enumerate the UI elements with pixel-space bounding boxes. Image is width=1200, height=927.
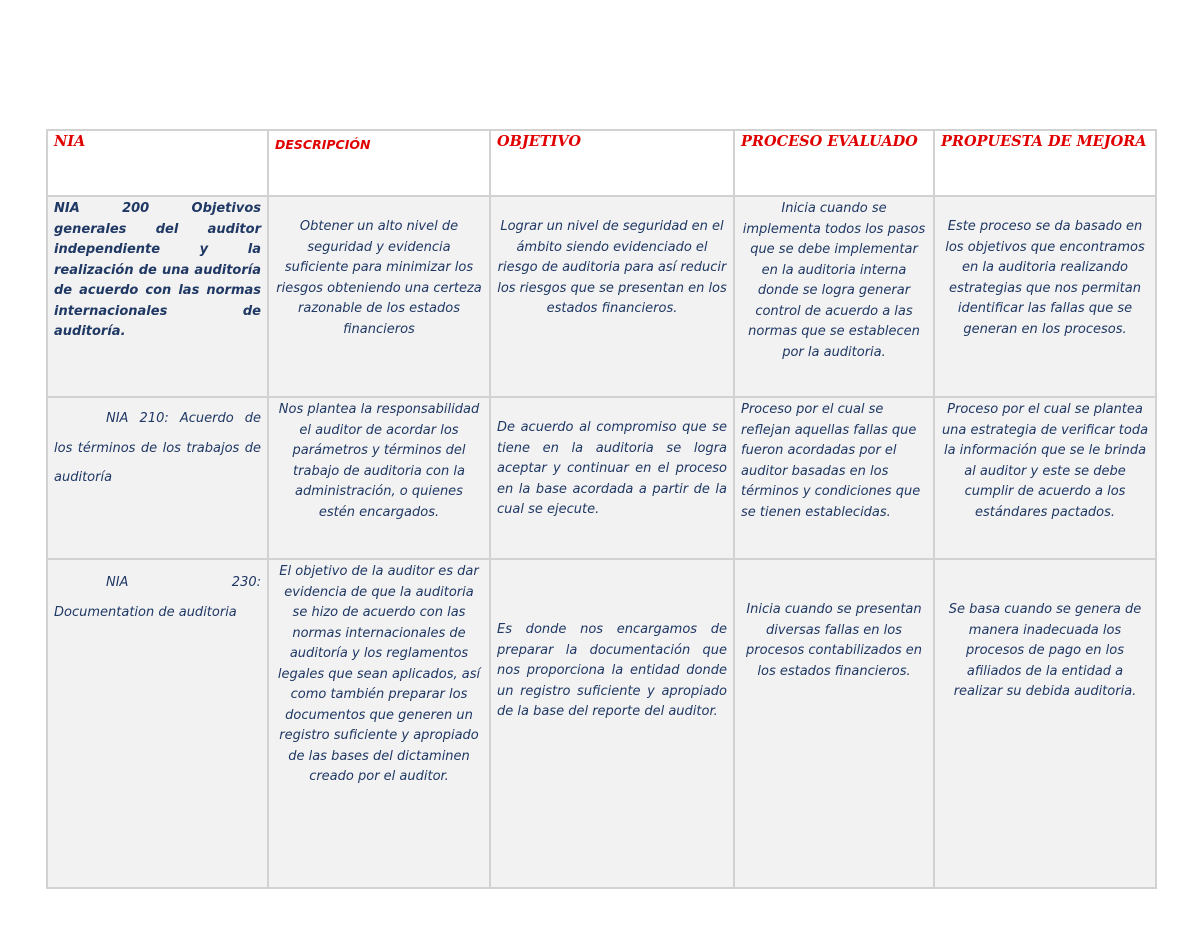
cell-propuesta-de-mejora: Este proceso se da basado en los objetivos que encontramos en la auditoria realizando estrategias que nos permitan identificar las fallas que se generan en los procesos. — [934, 196, 1156, 397]
cell-nia-wrapper — [47, 559, 268, 888]
cell-descripcion: Obtener un alto nivel de seguridad y evidencia suficiente para minimizar los riesgos obteniendo una certeza razonable de los estados financieros — [268, 196, 490, 397]
header-proceso-evaluado: PROCESO EVALUADO — [734, 130, 934, 196]
header-objetivo: OBJETIVO — [490, 130, 734, 196]
header-descripcion: DESCRIPCIÓN — [268, 130, 490, 196]
cell-propuesta-de-mejora: Proceso por el cual se plantea una estrategia de verificar toda la información que se le brinda al auditor y este se debe cumplir de acuerdo a los estándares pactados. — [934, 397, 1156, 559]
cell-propuesta-de-mejora: Se basa cuando se genera de manera inadecuada los procesos de pago en los afiliados de la entidad a realizar su debida auditoria. — [934, 559, 1156, 888]
table-row — [47, 559, 1156, 888]
cell-nia: NIA 200 Objetivos generales del auditor independiente y la realización de una auditoría de acuerdo con las normas internacionales de auditoría. — [47, 196, 268, 397]
nia-comparison-table — [46, 129, 1157, 889]
header-propuesta-de-mejora: PROPUESTA DE MEJORA — [934, 130, 1156, 196]
cell-descripcion: El objetivo de la auditor es dar evidencia de que la auditoria se hizo de acuerdo con las normas internacionales de auditoría y los reglamentos legales que sean aplicados, así como también preparar los documentos que generen un registro suficiente y apropiado de las bases del dictaminen creado por el auditor. — [268, 559, 490, 888]
cell-nia-wrapper — [47, 397, 268, 559]
cell-proceso-evaluado: Inicia cuando se implementa todos los pasos que se debe implementar en la auditoria interna donde se logra generar control de acuerdo a las normas que se establecen por la auditoria. — [734, 196, 934, 397]
cell-objetivo: Es donde nos encargamos de preparar la documentación que nos proporciona la entidad donde un registro suficiente y apropiado de la base del reporte del auditor. — [490, 559, 734, 888]
table-row — [47, 196, 1156, 397]
cell-nia: NIA 230: Documentation de auditoria — [54, 575, 261, 620]
cell-objetivo: De acuerdo al compromiso que se tiene en la auditoria se logra aceptar y continuar en el proceso en la base acordada a partir de la cual se ejecute. — [490, 397, 734, 559]
cell-proceso-evaluado: Inicia cuando se presentan diversas fallas en los procesos contabilizados en los estados financieros. — [734, 559, 934, 888]
cell-nia: NIA 210: Acuerdo de los términos de los trabajos de auditoría — [54, 411, 261, 485]
header-nia: NIA — [47, 130, 268, 196]
cell-objetivo: Lograr un nivel de seguridad en el ámbito siendo evidenciado el riesgo de auditoria para así reducir los riesgos que se presentan en los estados financieros. — [490, 196, 734, 397]
cell-proceso-evaluado: Proceso por el cual se reflejan aquellas fallas que fueron acordadas por el auditor basadas en los términos y condiciones que se tienen establecidas. — [734, 397, 934, 559]
cell-descripcion: Nos plantea la responsabilidad el auditor de acordar los parámetros y términos del trabajo de auditoria con la administración, o quienes estén encargados. — [268, 397, 490, 559]
table-row — [47, 397, 1156, 559]
table-header-row — [47, 130, 1156, 196]
